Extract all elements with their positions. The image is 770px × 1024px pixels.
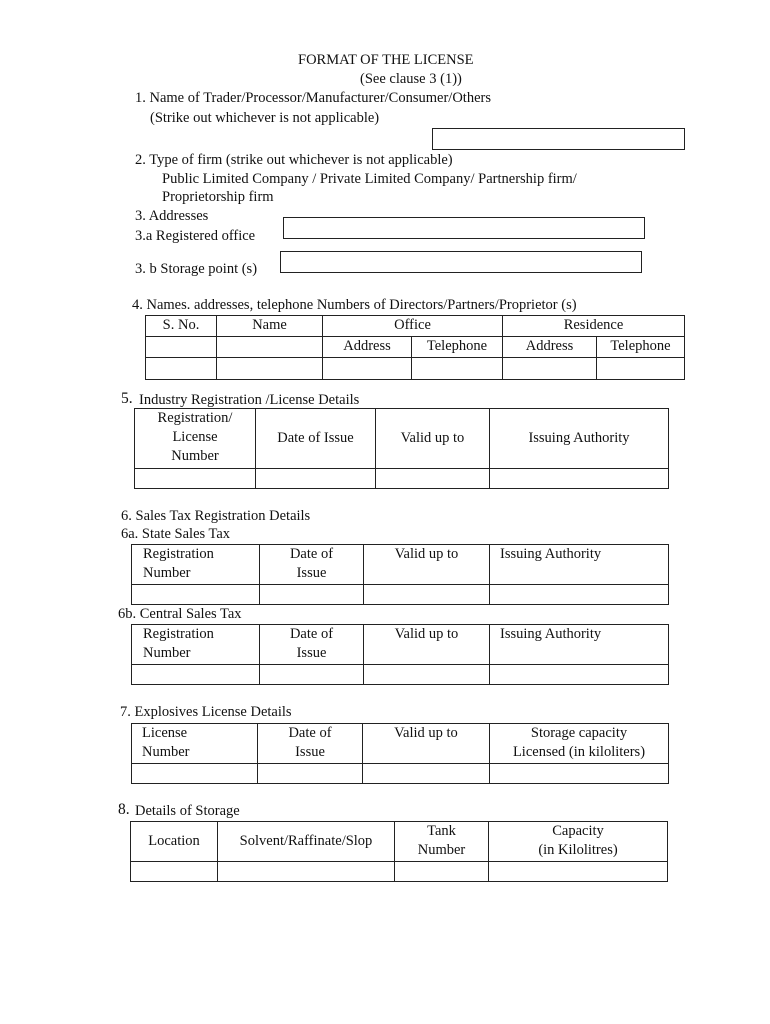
cell[interactable]	[132, 665, 260, 685]
cell[interactable]	[490, 665, 669, 685]
col-solvent: Solvent/Raffinate/Slop	[218, 822, 395, 862]
cell[interactable]	[490, 764, 669, 784]
col-residence: Residence	[503, 316, 685, 337]
col-issuing-authority: Issuing Authority	[490, 625, 669, 665]
registered-office-field[interactable]	[283, 217, 645, 239]
storage-details-table	[130, 821, 668, 882]
section-4-label: 4. Names. addresses, telephone Numbers of Directors/Partners/Proprietor (s)	[132, 297, 577, 313]
storage-point-label: 3. b Storage point (s)	[135, 261, 258, 277]
cell[interactable]	[323, 358, 412, 380]
col-date-line-1: Date of	[289, 626, 334, 642]
col-office: Office	[323, 316, 503, 337]
cell[interactable]	[146, 358, 217, 380]
table-row	[146, 358, 685, 380]
state-sales-tax-table	[131, 544, 669, 605]
col-registration-number	[132, 545, 260, 585]
cell[interactable]	[364, 665, 490, 685]
col-date-line-2: Issue	[295, 743, 325, 760]
col-tank-number	[395, 822, 489, 862]
col-date-line-1: Date of	[288, 725, 332, 741]
cell[interactable]	[489, 862, 668, 882]
col-issuing-authority: Issuing Authority	[490, 409, 669, 469]
col-registration	[135, 409, 256, 469]
col-valid-up-to: Valid up to	[363, 724, 490, 764]
section-6-label: 6. Sales Tax Registration Details	[121, 508, 311, 524]
table-row	[132, 665, 669, 685]
col-registration-line-2: Number	[143, 644, 191, 661]
col-registration-line-2: Number	[143, 564, 191, 581]
col-valid-up-to: Valid up to	[364, 545, 490, 585]
table-row	[135, 469, 669, 489]
cell[interactable]	[258, 764, 363, 784]
section-2-label: 2. Type of firm (strike out whichever is not applicable)	[135, 152, 453, 168]
col-date-of-issue: Date of Issue	[256, 409, 376, 469]
col-sno: S. No.	[146, 316, 217, 337]
section-1-label: 1. Name of Trader/Processor/Manufacturer/Consumer/Others	[135, 90, 491, 106]
state-sales-tax-label: 6a. State Sales Tax	[121, 526, 231, 542]
firm-types-line-2: Proprietorship firm	[162, 189, 274, 205]
col-date-of-issue	[260, 545, 364, 585]
cell[interactable]	[490, 469, 669, 489]
cell[interactable]	[412, 358, 503, 380]
cell[interactable]	[146, 337, 217, 358]
col-issuing-authority: Issuing Authority	[490, 545, 669, 585]
col-residence-address: Address	[503, 337, 597, 358]
col-registration-number	[132, 625, 260, 665]
col-date-line-2: Issue	[296, 564, 327, 581]
industry-registration-table	[134, 408, 669, 489]
col-valid-up-to: Valid up to	[376, 409, 490, 469]
section-8-label: Details of Storage	[135, 803, 240, 819]
col-capacity-line-2: Licensed (in kiloliters)	[512, 743, 646, 760]
cell[interactable]	[260, 665, 364, 685]
col-license-line-2: Number	[142, 743, 190, 760]
col-office-address: Address	[323, 337, 412, 358]
section-7-label: 7. Explosives License Details	[120, 704, 292, 720]
section-5-label: Industry Registration /License Details	[139, 392, 360, 408]
section-8-number: 8.	[118, 801, 130, 818]
col-license-number	[132, 724, 258, 764]
col-date-line-2: Issue	[296, 644, 327, 661]
cell[interactable]	[260, 585, 364, 605]
col-tank-line-2: Number	[417, 841, 466, 858]
cell[interactable]	[135, 469, 256, 489]
col-registration-line-1: Registration	[143, 626, 214, 642]
col-office-telephone: Telephone	[412, 337, 503, 358]
registered-office-label: 3.a Registered office	[135, 228, 256, 244]
table-row	[132, 764, 669, 784]
table-row	[132, 585, 669, 605]
col-storage-capacity	[490, 724, 669, 764]
central-sales-tax-table	[131, 624, 669, 685]
directors-table	[145, 315, 685, 380]
cell[interactable]	[597, 358, 685, 380]
form-title: FORMAT OF THE LICENSE	[298, 52, 474, 68]
col-valid-up-to: Valid up to	[364, 625, 490, 665]
cell[interactable]	[217, 358, 323, 380]
col-registration-line-3: Number	[171, 447, 219, 464]
section-5-number: 5.	[121, 390, 133, 407]
col-capacity-line-2: (in Kilolitres)	[538, 841, 618, 858]
col-capacity-line-1: Capacity	[552, 823, 604, 839]
cell[interactable]	[395, 862, 489, 882]
cell[interactable]	[503, 358, 597, 380]
cell[interactable]	[490, 585, 669, 605]
cell[interactable]	[217, 337, 323, 358]
col-name: Name	[217, 316, 323, 337]
col-date-of-issue	[260, 625, 364, 665]
col-tank-line-1: Tank	[427, 823, 456, 839]
cell[interactable]	[132, 764, 258, 784]
col-date-of-issue	[258, 724, 363, 764]
col-capacity	[489, 822, 668, 862]
col-registration-line-2: License	[172, 428, 218, 445]
col-license-line-1: License	[142, 725, 188, 741]
cell[interactable]	[363, 764, 490, 784]
col-registration-line-1: Registration/	[157, 410, 233, 426]
col-capacity-line-1: Storage capacity	[530, 725, 628, 741]
col-residence-telephone: Telephone	[597, 337, 685, 358]
col-date-line-1: Date of	[289, 546, 334, 562]
trader-name-field[interactable]	[432, 128, 685, 150]
cell[interactable]	[376, 469, 490, 489]
cell[interactable]	[364, 585, 490, 605]
section-3-label: 3. Addresses	[135, 208, 209, 224]
cell[interactable]	[256, 469, 376, 489]
storage-point-field[interactable]	[280, 251, 642, 273]
col-registration-line-1: Registration	[143, 546, 214, 562]
form-subtitle: (See clause 3 (1))	[360, 71, 462, 87]
cell[interactable]	[131, 862, 218, 882]
cell[interactable]	[132, 585, 260, 605]
cell[interactable]	[218, 862, 395, 882]
section-1-note: (Strike out whichever is not applicable)	[150, 110, 380, 126]
col-location: Location	[131, 822, 218, 862]
explosives-license-table	[131, 723, 669, 784]
table-row	[131, 862, 668, 882]
central-sales-tax-label: 6b. Central Sales Tax	[118, 606, 242, 622]
firm-types-line-1: Public Limited Company / Private Limited Company/ Partnership firm/	[162, 171, 577, 187]
